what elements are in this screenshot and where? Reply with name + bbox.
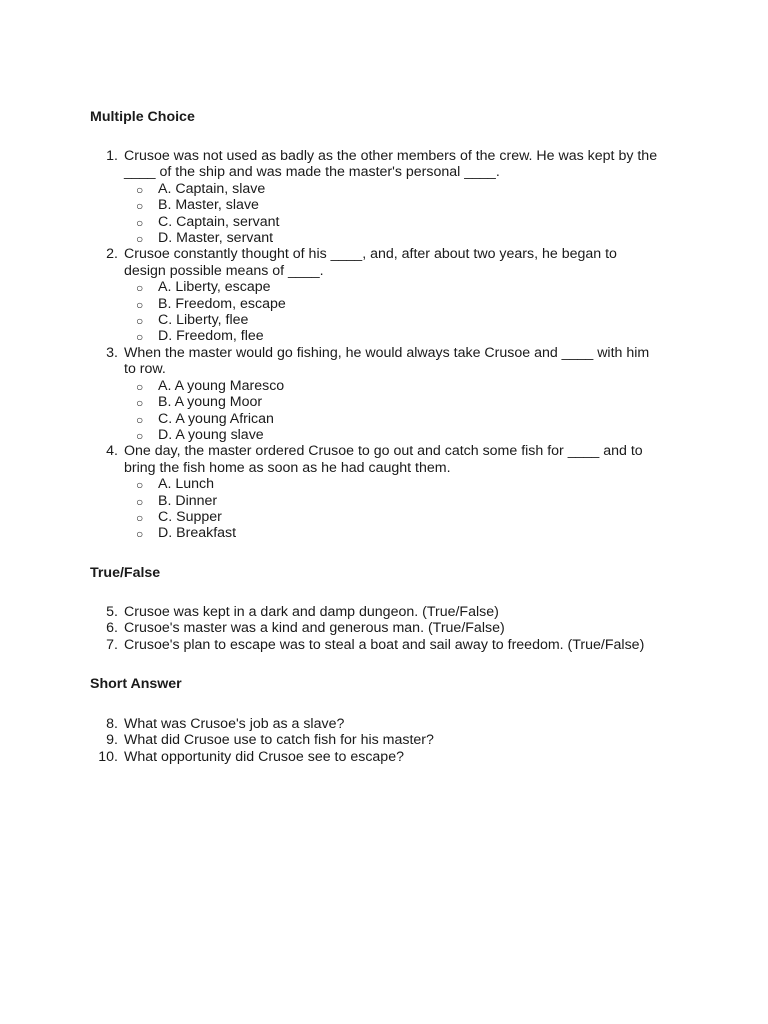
white-circle-icon: ○ <box>136 232 144 247</box>
question-number: 5. <box>106 604 118 620</box>
question-number: 6. <box>106 620 118 637</box>
question-8 <box>0 716 768 732</box>
question-number: 3. <box>106 344 118 361</box>
options-list <box>124 279 658 345</box>
option-label: D. Master, servant <box>158 230 274 247</box>
question-number: 10. <box>98 748 118 765</box>
question-10 <box>0 749 768 765</box>
option-label: B. Freedom, escape <box>158 295 286 312</box>
option-item <box>124 427 658 443</box>
option-label: B. A young Moor <box>158 394 263 411</box>
option-label: C. Liberty, flee <box>158 312 249 329</box>
white-circle-icon: ○ <box>136 281 144 296</box>
question-text: What was Crusoe's job as a slave? <box>124 716 345 732</box>
question-number: 1. <box>106 148 118 164</box>
question-number: 9. <box>106 732 118 749</box>
question-text: What opportunity did Crusoe see to escape? <box>124 748 404 765</box>
option-label: D. Breakfast <box>158 525 237 542</box>
white-circle-icon: ○ <box>136 199 144 214</box>
white-circle-icon: ○ <box>136 527 144 542</box>
option-item <box>124 197 658 213</box>
question-1 <box>0 148 768 246</box>
question-text: One day, the master ordered Crusoe to go out and catch some fish for ____ and to bring the fish home as soon as he had caught them. <box>124 443 643 476</box>
question-2 <box>0 246 768 344</box>
option-item <box>124 476 658 492</box>
question-text: What did Crusoe use to catch fish for his master? <box>124 732 434 749</box>
white-circle-icon: ○ <box>136 215 144 230</box>
question-text: Crusoe's master was a kind and generous man. (True/False) <box>124 620 505 637</box>
option-item <box>124 378 658 394</box>
white-circle-icon: ○ <box>136 396 144 411</box>
white-circle-icon: ○ <box>136 379 144 394</box>
question-3 <box>0 345 768 443</box>
short-answer-list <box>0 716 768 765</box>
option-label: C. Captain, servant <box>158 213 280 230</box>
option-label: A. Liberty, escape <box>158 279 271 296</box>
option-item <box>124 509 658 525</box>
options-list <box>124 378 658 444</box>
question-text: When the master would go fishing, he would always take Crusoe and ____ with him to row. <box>124 344 650 378</box>
option-label: D. Freedom, flee <box>158 328 264 345</box>
option-label: D. A young slave <box>158 426 264 443</box>
option-item <box>124 525 658 541</box>
option-item <box>124 279 658 295</box>
section-heading-multiple-choice: Multiple Choice <box>90 109 195 125</box>
option-item <box>124 214 658 230</box>
question-text: Crusoe's plan to escape was to steal a boat and sail away to freedom. (True/False) <box>124 636 645 653</box>
option-item <box>124 493 658 509</box>
option-item <box>124 296 658 312</box>
question-7 <box>0 637 768 653</box>
question-4 <box>0 443 768 541</box>
question-text: Crusoe constantly thought of his ____, and, after about two years, he began to design possible means of ____. <box>124 246 617 279</box>
option-label: B. Master, slave <box>158 197 259 214</box>
white-circle-icon: ○ <box>136 412 144 427</box>
white-circle-icon: ○ <box>136 494 144 509</box>
option-item <box>124 328 658 344</box>
question-number: 2. <box>106 246 118 263</box>
question-text: Crusoe was kept in a dark and damp dungeon. (True/False) <box>124 604 499 620</box>
option-item <box>124 394 658 410</box>
true-false-list <box>0 604 768 653</box>
white-circle-icon: ○ <box>136 182 144 197</box>
white-circle-icon: ○ <box>136 314 144 329</box>
white-circle-icon: ○ <box>136 510 144 525</box>
option-item <box>124 411 658 427</box>
option-label: A. Lunch <box>158 476 215 493</box>
question-number: 4. <box>106 443 118 460</box>
option-item <box>124 312 658 328</box>
white-circle-icon: ○ <box>136 478 144 493</box>
section-heading-true-false: True/False <box>90 565 161 581</box>
question-text: Crusoe was not used as badly as the other members of the crew. He was kept by the ____ of the ship and was made the master's personal ____. <box>124 148 658 181</box>
white-circle-icon: ○ <box>136 428 144 443</box>
section-heading-short-answer: Short Answer <box>90 676 182 692</box>
question-6 <box>0 620 768 636</box>
white-circle-icon: ○ <box>136 297 144 312</box>
option-label: C. A young African <box>158 410 274 427</box>
options-list <box>124 476 658 542</box>
multiple-choice-list <box>0 148 768 542</box>
question-number: 8. <box>106 716 118 732</box>
option-label: B. Dinner <box>158 492 218 509</box>
options-list <box>124 181 658 247</box>
question-9 <box>0 732 768 748</box>
question-5 <box>0 604 768 620</box>
option-label: C. Supper <box>158 508 222 525</box>
option-item <box>124 181 658 197</box>
option-item <box>124 230 658 246</box>
option-label: A. Captain, slave <box>158 180 266 197</box>
question-number: 7. <box>106 636 118 653</box>
option-label: A. A young Maresco <box>158 377 285 394</box>
white-circle-icon: ○ <box>136 330 144 345</box>
